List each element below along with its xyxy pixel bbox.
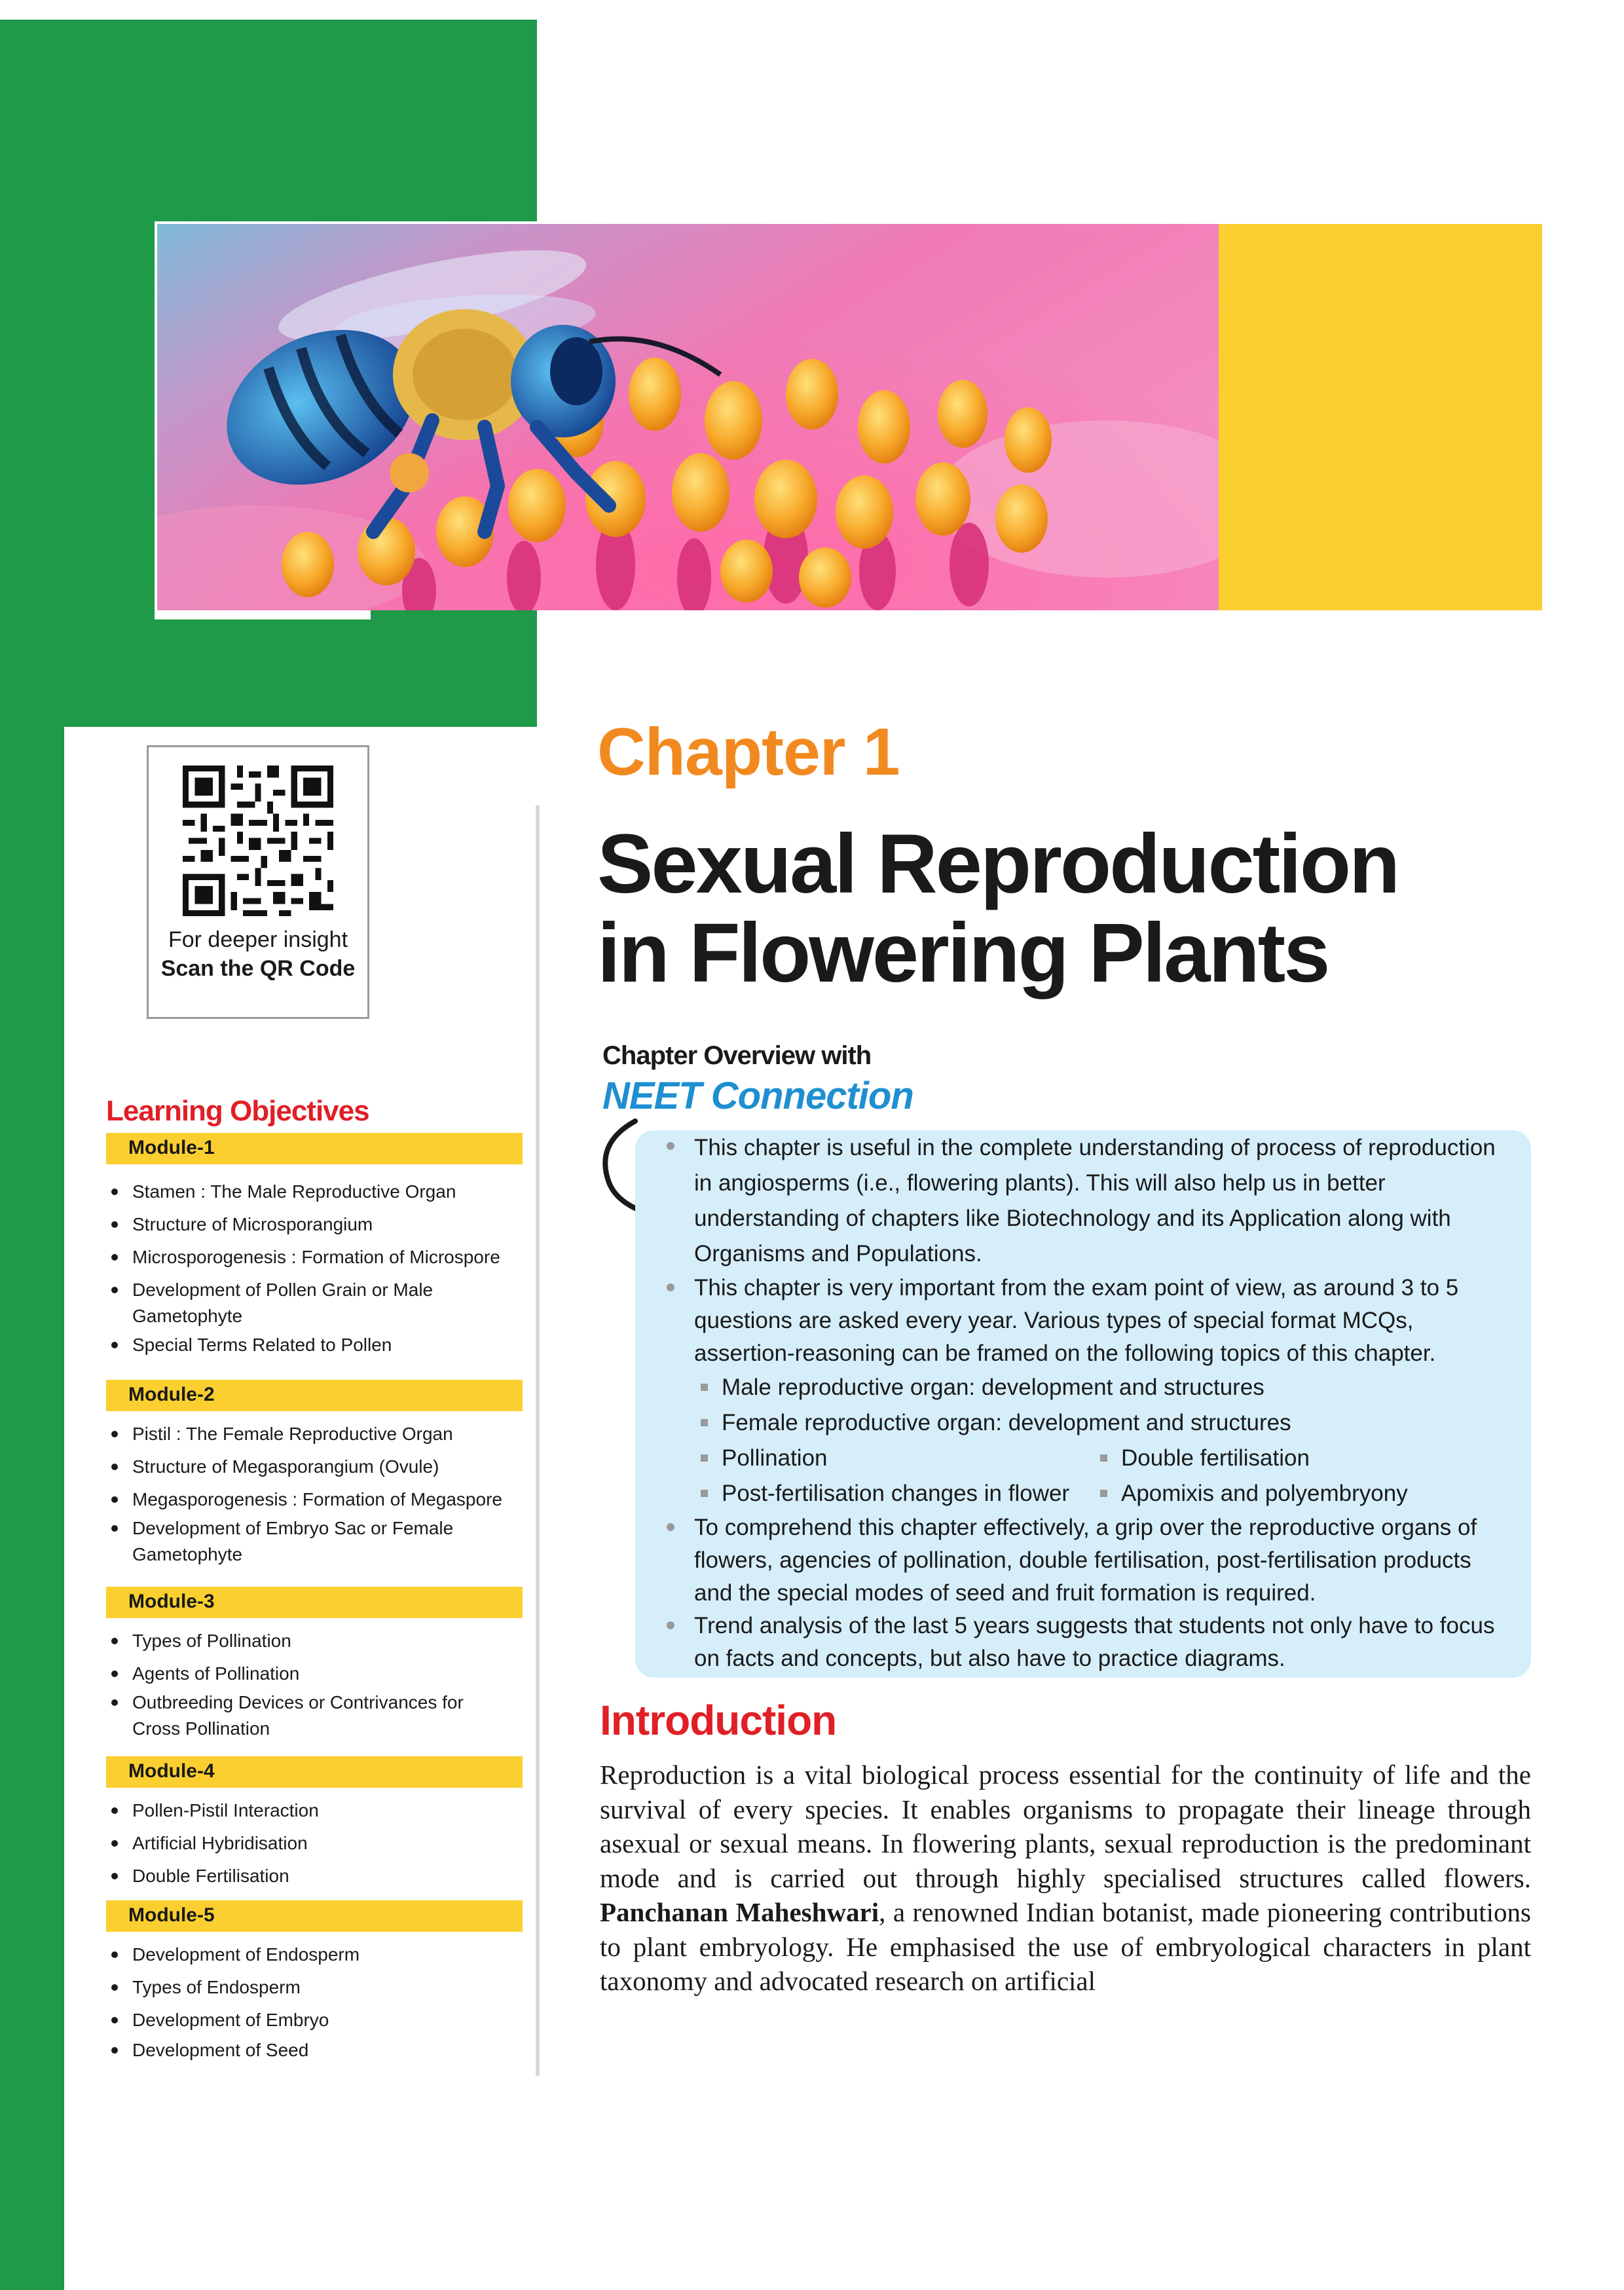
qr-code-box[interactable] [147, 745, 369, 1019]
bee-flower-illustration [157, 224, 1219, 610]
neet-connection-label: NEET Connection [602, 1075, 913, 1117]
module-1-bar [106, 1133, 523, 1164]
qr-caption-bold: Scan the QR Code [160, 956, 356, 981]
list-item: Agents of Pollination [106, 1661, 525, 1687]
list-item: Development of Embryo [106, 2007, 525, 2033]
overview-label: Chapter Overview with [602, 1041, 872, 1070]
overview-topics-grid [694, 1441, 1511, 1511]
topic-item: Post-fertilisation changes in flower [694, 1476, 1094, 1511]
list-item: Types of Pollination [106, 1628, 525, 1654]
sidebar-divider [536, 805, 540, 2076]
chapter-overview-box [635, 1130, 1531, 1678]
module-3-bar [106, 1587, 523, 1618]
list-item: Development of Embryo Sac or Female Gametophyte [106, 1515, 499, 1568]
chapter-title-line-2: in Flowering Plants [597, 906, 1329, 1000]
module-2-bar [106, 1380, 523, 1411]
module-1-label: Module-1 [128, 1137, 215, 1158]
overview-bullet: This chapter is very important from the exam point of view, as around 3 to 5 questions are asked every year. Various types of special format MCQs, assertion-reasoning can be framed on the following topics of this chapter. [661, 1272, 1511, 1370]
list-item: Megasporogenesis : Formation of Megaspore [106, 1487, 525, 1513]
intro-text-part-1: Reproduction is a vital biological process essential for the continuity of life and the survival of every species. It enables organisms to propagate their lineage through asexual or sexual means. In flowering plants, sexual reproduction is the predominant mode and is carried out through highly specialised structures called flowers. [600, 1760, 1531, 1893]
qr-caption [155, 925, 361, 983]
topic-item: Apomixis and polyembryony [1094, 1476, 1460, 1511]
qr-caption-text: For deeper insight [168, 927, 348, 952]
module-2-label: Module-2 [128, 1384, 215, 1405]
overview-bullet: This chapter is useful in the complete understanding of process of reproduction in angiosperms (i.e., flowering plants). This will also help us in better understanding of chapters like Biotechnology and its Application along with Organisms and Populations. [661, 1130, 1511, 1272]
chapter-title [597, 817, 1399, 1000]
green-left-margin [0, 727, 64, 2290]
list-item: Stamen : The Male Reproductive Organ [106, 1179, 525, 1205]
overview-bullet: To comprehend this chapter effectively, a grip over the reproductive organs of flowers, agencies of pollination, double fertilisation, post-fertilisation products and the special modes of seed and fruit formation is required. [661, 1511, 1511, 1610]
module-1-list [106, 1179, 525, 1358]
list-item: Development of Endosperm [106, 1942, 525, 1968]
module-4-bar [106, 1756, 523, 1788]
topic-item: Pollination [694, 1441, 1094, 1476]
hero-image-bee-on-flower [155, 221, 1219, 610]
list-item: Microsporogenesis : Formation of Microspore [106, 1244, 525, 1270]
hero-bottom-edge [155, 610, 371, 619]
introduction-heading: Introduction [600, 1697, 837, 1744]
list-item: Structure of Megasporangium (Ovule) [106, 1454, 525, 1480]
topic-item: Male reproductive organ: development and structures [694, 1370, 1511, 1405]
list-item: Outbreeding Devices or Contrivances for Cross Pollination [106, 1690, 499, 1742]
yellow-accent-block [1217, 224, 1542, 610]
introduction-paragraph [600, 1758, 1531, 1999]
module-3-label: Module-3 [128, 1591, 215, 1612]
intro-text-bold-name: Panchanan Maheshwari [600, 1897, 879, 1927]
overview-topics [694, 1370, 1511, 1441]
list-item: Artificial Hybridisation [106, 1830, 525, 1856]
list-item: Development of Seed [106, 2037, 525, 2063]
topic-item: Female reproductive organ: development and structures [694, 1405, 1511, 1441]
module-2-list [106, 1421, 525, 1568]
module-4-label: Module-4 [128, 1760, 215, 1782]
list-item: Pollen-Pistil Interaction [106, 1798, 525, 1824]
list-item: Pistil : The Female Reproductive Organ [106, 1421, 525, 1447]
topic-item: Double fertilisation [1094, 1441, 1460, 1476]
qr-code-icon[interactable] [183, 766, 333, 916]
list-item: Structure of Microsporangium [106, 1211, 525, 1238]
list-item: Double Fertilisation [106, 1863, 525, 1889]
chapter-number: Chapter 1 [597, 714, 900, 789]
module-5-label: Module-5 [128, 1904, 215, 1926]
list-item: Development of Pollen Grain or Male Gametophyte [106, 1277, 473, 1329]
list-item: Special Terms Related to Pollen [106, 1332, 525, 1358]
intro-text-part-2: , a renowned Indian botanist, made pioneering contributions to plant embryology. He emphasised the use of embryological characters in plant taxonomy and advocated research on artificial [600, 1897, 1531, 1996]
module-4-list [106, 1798, 525, 1889]
list-item: Types of Endosperm [106, 1974, 525, 2001]
module-5-bar [106, 1900, 523, 1932]
learning-objectives-title: Learning Objectives [106, 1095, 369, 1127]
module-5-list [106, 1942, 525, 2063]
chapter-title-line-1: Sexual Reproduction [597, 817, 1399, 911]
module-3-list [106, 1628, 525, 1742]
overview-bullet: Trend analysis of the last 5 years suggests that students not only have to focus on facts and concepts, but also have to practice diagrams. [661, 1610, 1511, 1675]
